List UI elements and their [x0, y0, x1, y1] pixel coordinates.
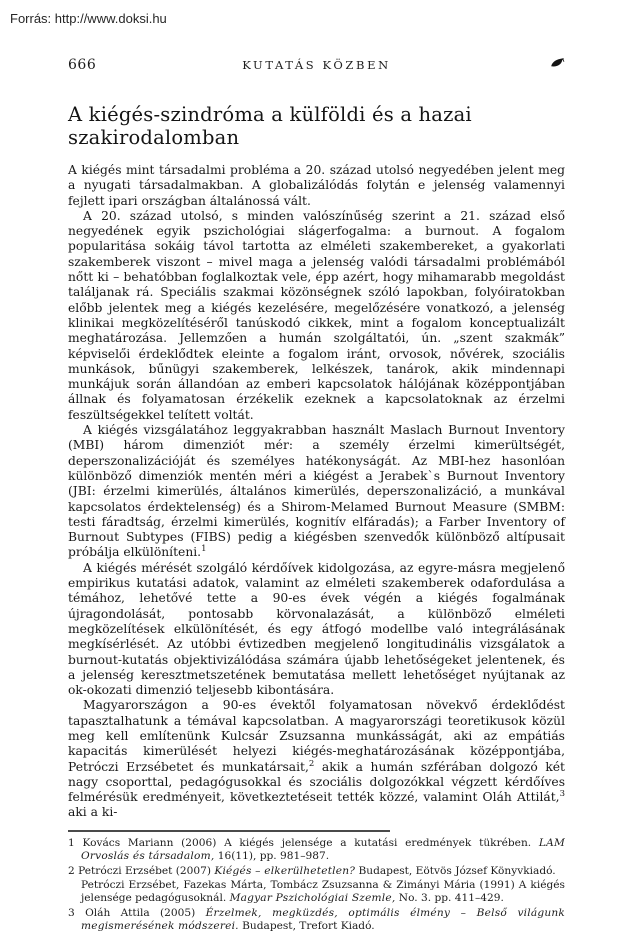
paragraph: A 20. század utolsó, s minden valószínűség szerint a 21. század első negyedének egyik pszichológiai slágerfogalma: a burnout. A fogalom popularitása sokáig távol tartotta az elméleti szakembereket, a gyakorlati szakemberek viszont – mivel maga a jelenség valódi társadalmi problémából nőtt ki – behatóbban foglalkoztak vele, épp azért, hogy mihamarabb megoldást találjanak rá. Speciális szakmai közönségnek szóló lapokban, folyóiratokban előbb jelentek meg a kiégés kezelésére, megelőzésére vonatkozó, a jelenség klinikai megközelítéséről tanúskodó cikkek, mint a fogalom konceptualizált meghatározása. Jellemzően a humán szolgáltatói, ún. „szent szakmák” képviselői érdeklődtek eleinte a fogalom iránt, orvosok, nővérek, szociális munkások, bűnügyi szakemberek, lelkészek, tanárok, akik mindennapi munkájuk során állandóan az emberi kapcsolatok hálójának középpontjában állnak és folyamatosan érzékelik ezeknek a kapcsolatoknak az érzelmi feszültségekkel telített voltát.	[68, 208, 565, 422]
footnote: 3 Oláh Attila (2005) Érzelmek, megküzdés, optimális élmény – Belső világunk megismerésének módszerei. Budapest, Trefort Kiadó.	[68, 906, 565, 933]
page-content	[68, 0, 565, 934]
paragraph: A kiégés mérését szolgáló kérdőívek kidolgozása, az egyre-másra megjelenő empirikus kutatási adatok, valamint az elméleti szakemberek odafordulása a témához, lehetővé tette a 90-es évek végén a kiégés fogalmának újragondolását, pontosabb körvonalazását, a különböző elméleti megközelítések elkülönítését, és egy átfogó modellbe való integrálásának megkísérlését. Az utóbbi évtizedben megjelenő longitudinális vizsgálatok a burnout-kutatás objektivizálódása számára újabb lehetőségeket jelentenek, és a jelenség keresztmetszetének bemutatása mellett lehetőséget nyújtanak az ok-okozati dimenzió teljesebb kibontására.	[68, 560, 565, 698]
body-paragraphs	[68, 163, 565, 821]
paragraph: A kiégés vizsgálatához leggyakrabban használt Maslach Burnout Inventory (MBI) három dimenziót mér: a személy érzelmi kimerültségét, deperszonalizációját és személyes hatékonyságát. Az MBI-hez hasonlóan különböző dimenziók mentén méri a kiégést a Jerabek`s Burnout Inventory (JBI: érzelmi kimerülés, általános kimerülés, deperszonalizáció, a munkával kapcsolatos érdektelenség) és a Shirom-Melamed Burnout Measure (SMBM: testi fáradtság, érzelmi kimerülés, kognitív elfáradás); a Farber Inventory of Burnout Subtypes (FIBS) pedig a kiégésben szenvedők különböző altípusait próbálja elkülöníteni.$^1$	[68, 423, 565, 560]
aldus-leaf-icon	[505, 57, 565, 73]
paragraph: Magyarországon a 90-es évektől folyamatosan növekvő érdeklődést tapasztalhatunk a témával kapcsolatban. A magyarországi teoretikusok közül meg kell említenünk Kulcsár Zsuzsanna munkásságát, aki az empátiás kapacitás kimerülését helyezi kiégés-meghatározásának középpontjába, Petróczi Erzsébetet és munkatársait,$^2$ akik a humán szférában dolgozó két nagy csoporttal, pedagógusokkal és szociális dolgozókkal végzett kérdőíves felmérésük eredményeit, következtetéseit tették közzé, valamint Oláh Attilát,$^3$ aki a ki-	[68, 698, 565, 820]
footnote-separator	[68, 830, 390, 832]
footnote: 2 Petróczi Erzsébet (2007) Kiégés – elkerülhetetlen? Budapest, Eötvös József Könyvkiadó. Petróczi Erzsébet, Fazekas Márta, Tombácz Zsuzsanna & Zimányi Mária (1991) A kiégés jelensége pedagógusoknál. Magyar Pszichológiai Szemle, No. 3. pp. 411–429.	[68, 864, 565, 905]
running-title: KUTATÁS KÖZBEN	[242, 58, 391, 72]
page-header	[68, 57, 565, 73]
paragraph: A kiégés mint társadalmi probléma a 20. század utolsó negyedében jelent meg a nyugati társadalmakban. A globalizálódás folytán e jelenség valamennyi fejlett ipari országban általánossá vált.	[68, 163, 565, 208]
footnotes-list	[68, 837, 565, 934]
footnote-number: 1	[68, 836, 83, 849]
footnote-number: 3	[68, 906, 86, 919]
article-title: A kiégés-szindróma a külföldi és a hazai szakirodalomban	[68, 103, 472, 149]
source-line: Forrás: http://www.doksi.hu	[10, 11, 167, 26]
footnote: 1 Kovács Mariann (2006) A kiégés jelensége a kutatási eredmények tükrében. LAM Orvoslás és társadalom, 16(11), pp. 981–987.	[68, 836, 565, 863]
page-number: 666	[68, 57, 97, 73]
footnote-number: 2	[68, 864, 79, 877]
